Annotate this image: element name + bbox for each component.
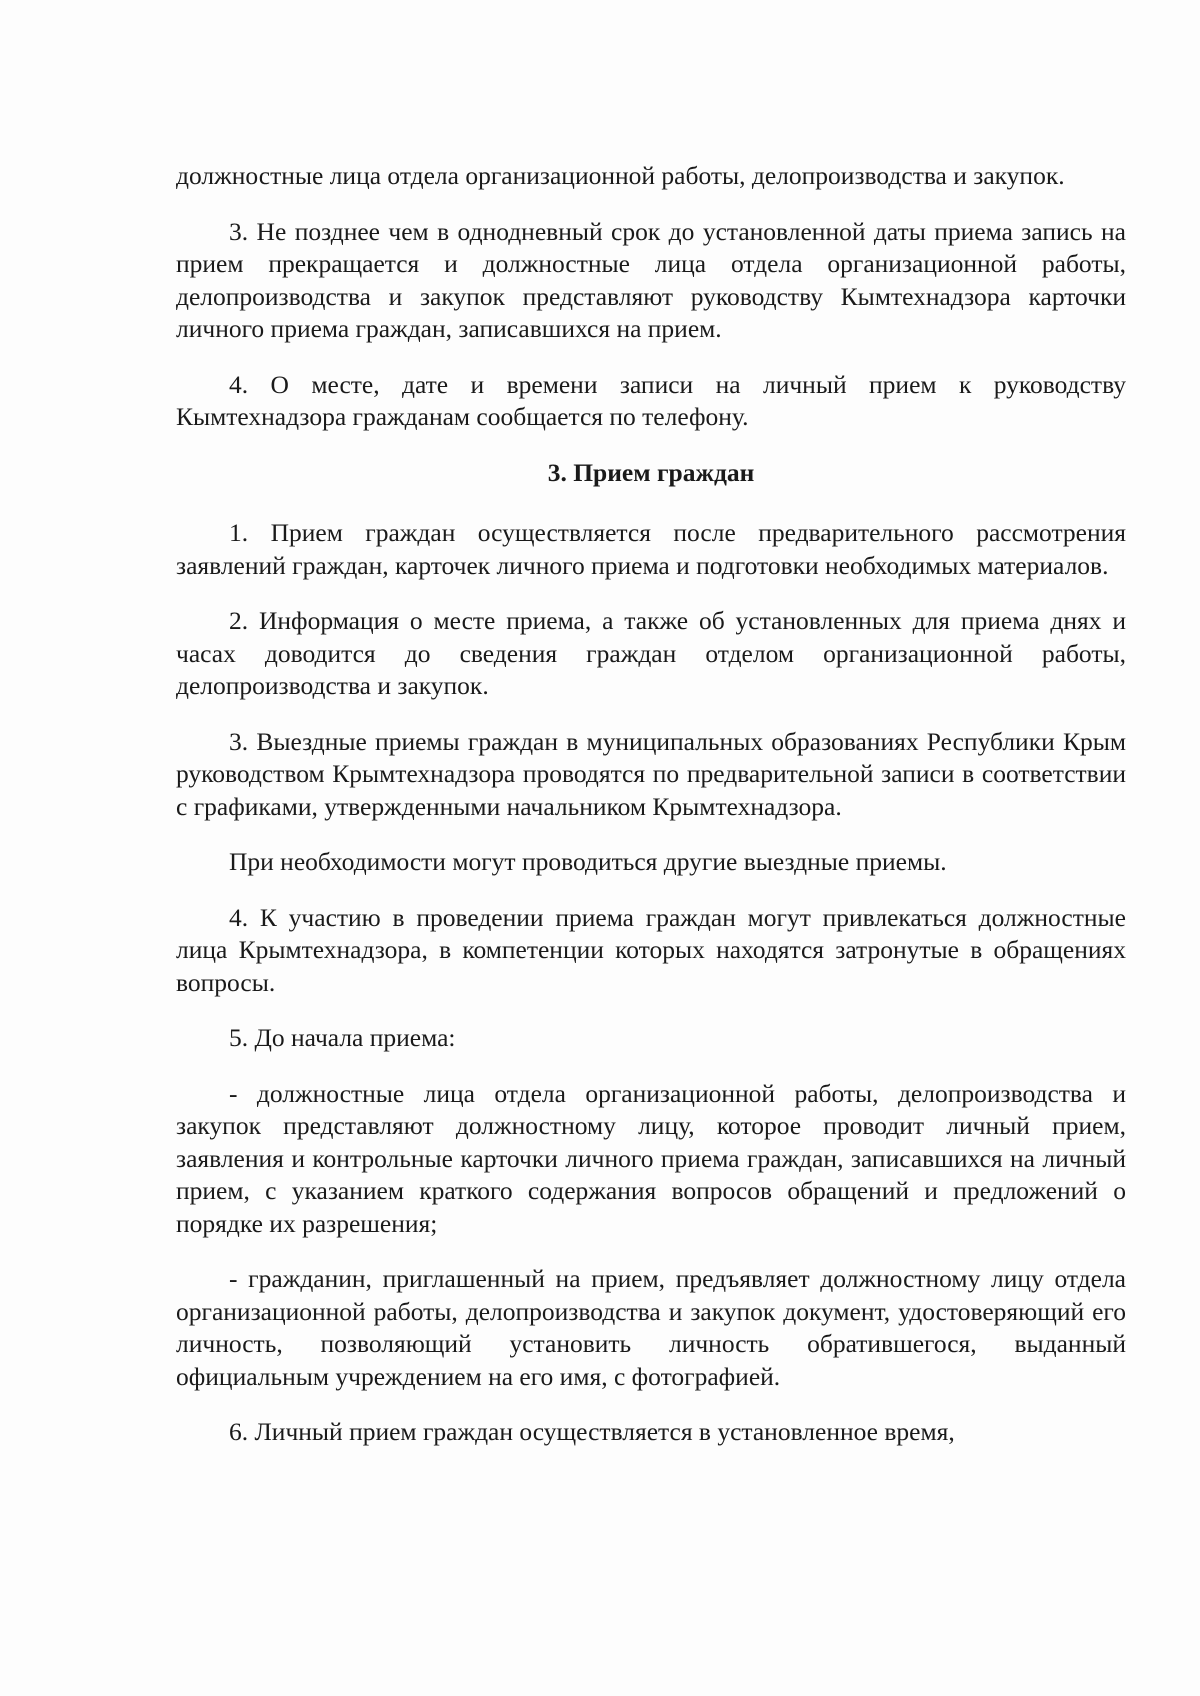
section-paragraph-1: 1. Прием граждан осуществляется после предварительного рассмотрения заявлений граждан, карточек личного приема и подготовки необходимых материалов. <box>176 518 1126 580</box>
document-body <box>176 160 1126 1472</box>
section-paragraph-2: 2. Информация о месте приема, а также об установленных для приема днях и часах доводится до сведения граждан отделом организационной работы, делопроизводства и закупок. <box>176 606 1126 700</box>
section-paragraph-5-bullet-1: - должностные лица отдела организационной работы, делопроизводства и закупок представляют должностному лицу, которое проводит личный прием, заявления и контрольные карточки личного приема граждан, записавшихся на личный прием, с указанием краткого содержания вопросов обращений и предложений о порядке их разрешения; <box>176 1078 1126 1238</box>
section-heading: 3. Прием граждан <box>547 457 755 487</box>
paragraph-item-3: 3. Не позднее чем в однодневный срок до установленной даты приема запись на прием прекращается и должностные лица отдела организационной работы, делопроизводства и закупок представляют руководству Кымтехнадзора карточки личного приема граждан, записавшихся на прием. <box>176 216 1126 343</box>
section-paragraph-4: 4. К участию в проведении приема граждан могут привлекаться должностные лица Крымтехнадзора, в компетенции которых находятся затронутые в обращениях вопросы. <box>176 902 1126 997</box>
section-paragraph-5-bullet-2: - гражданин, приглашенный на прием, предъявляет должностному лицу отдела организационной работы, делопроизводства и закупок документ, удостоверяющий его личность, позволяющий установить личность обратившегося, выданный официальным учреждением на его имя, с фотографией. <box>176 1264 1126 1391</box>
section-paragraph-3: 3. Выездные приемы граждан в муниципальных образованиях Республики Крым руководством Крымтехнадзора проводятся по предварительной записи в соответствии с графиками, утвержденными начальником Крымтехнадзора. <box>176 726 1126 821</box>
paragraph-continuation: должностные лица отдела организационной работы, делопроизводства и закупок. <box>176 161 1065 190</box>
section-paragraph-5: 5. До начала приема: <box>229 1023 456 1052</box>
paragraph-item-4: 4. О месте, дате и времени записи на личный прием к руководству Кымтехнадзора гражданам сообщается по телефону. <box>176 369 1126 431</box>
section-paragraph-6: 6. Личный прием граждан осуществляется в установленное время, <box>229 1417 955 1446</box>
section-paragraph-3-note: При необходимости могут проводиться другие выездные приемы. <box>229 847 947 876</box>
